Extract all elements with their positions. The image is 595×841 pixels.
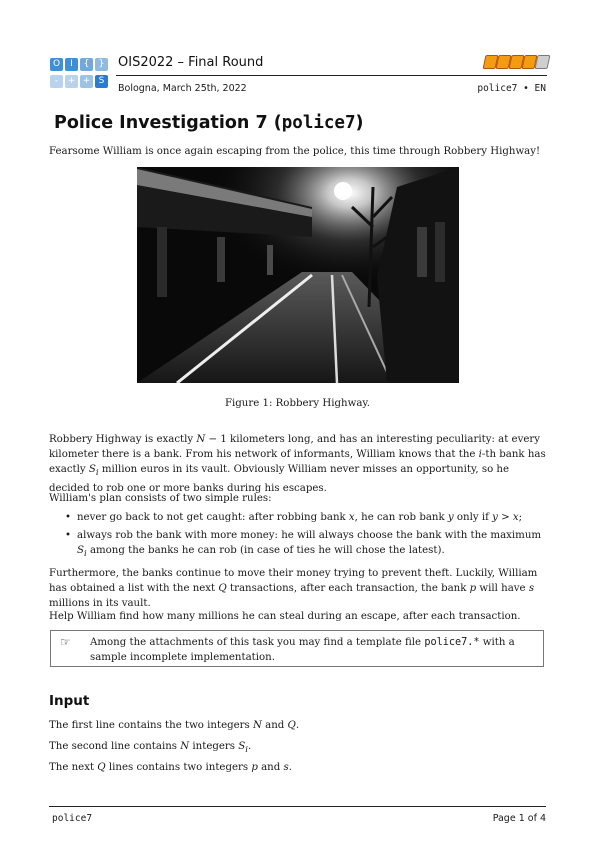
list-item: • never go back to not get caught: after robbing bank x, he can rob bank y only if y > x; bbox=[65, 512, 523, 523]
note-text: Among the attachments of this task you may find a template file police7.* with a sample incomplete implementation. bbox=[90, 637, 515, 663]
task-title bbox=[54, 113, 364, 133]
logo-cell: { bbox=[80, 58, 93, 71]
title-suffix: ) bbox=[355, 113, 364, 133]
contest-title: OIS2022 – Final Round bbox=[118, 55, 264, 70]
logo-cell: + bbox=[80, 75, 93, 88]
template-file: police7.* bbox=[424, 637, 480, 648]
paragraph-transactions: Furthermore, the banks continue to move their money trying to prevent theft. Luckily, William has obtained a list with the next Q transactions, after each transaction, the bank p will have s millions in its vault. bbox=[49, 568, 538, 609]
intro-paragraph: Fearsome William is once again escaping from the police, this time through Robbery Highway! bbox=[49, 146, 541, 157]
input-line-2: The second line contains N integers $S_i$. bbox=[49, 741, 252, 756]
robbery-highway-photo bbox=[137, 167, 459, 383]
rules-list bbox=[49, 510, 546, 565]
logo-cell: } bbox=[95, 58, 108, 71]
footer-page: Page 1 of 4 bbox=[492, 813, 546, 824]
paragraph-help: Help William find how many millions he can steal during an escape, after each transaction. bbox=[49, 611, 521, 622]
header-divider bbox=[116, 75, 547, 76]
contest-date: Bologna, March 25th, 2022 bbox=[118, 83, 247, 94]
logo-cell: + bbox=[65, 75, 78, 88]
pointing-hand-icon: ☞ bbox=[60, 635, 71, 649]
logo-cell: S bbox=[95, 75, 108, 88]
logo-cell: O bbox=[50, 58, 63, 71]
input-line-3: The next Q lines contains two integers p and s. bbox=[49, 762, 292, 773]
footer-divider bbox=[49, 806, 546, 807]
list-item: • always rob the bank with more money: he will always choose the bank with the maximum $S_i$ among the banks he can rob (in case of ties he will chose the latest). bbox=[65, 530, 542, 560]
figure-caption: Figure 1: Robbery Highway. bbox=[224, 398, 371, 409]
book-stack-icon bbox=[484, 55, 546, 69]
task-language: police7 • EN bbox=[477, 83, 546, 94]
paragraph-plan: William's plan consists of two simple rules: bbox=[49, 493, 272, 504]
input-line-1: The first line contains the two integers N and Q. bbox=[49, 720, 300, 731]
logo-cell: I bbox=[65, 58, 78, 71]
input-heading: Input bbox=[49, 693, 90, 709]
ois-logo bbox=[50, 58, 108, 91]
attachment-note bbox=[50, 630, 544, 667]
title-code: police7 bbox=[281, 113, 356, 133]
logo-cell: - bbox=[50, 75, 63, 88]
title-prefix: Police Investigation 7 ( bbox=[54, 113, 282, 133]
paragraph-highway: Robbery Highway is exactly N − 1 kilometers long, and has an interesting peculiarity: at every kilometer there is a bank. From his network of informants, William knows that the i-th bank has exactly $S_i$ million euros in its vault. Obviously William never misses an opportunity, so he decided to rob one or more banks during his escapes. bbox=[49, 434, 546, 495]
footer-task: police7 bbox=[52, 813, 93, 824]
